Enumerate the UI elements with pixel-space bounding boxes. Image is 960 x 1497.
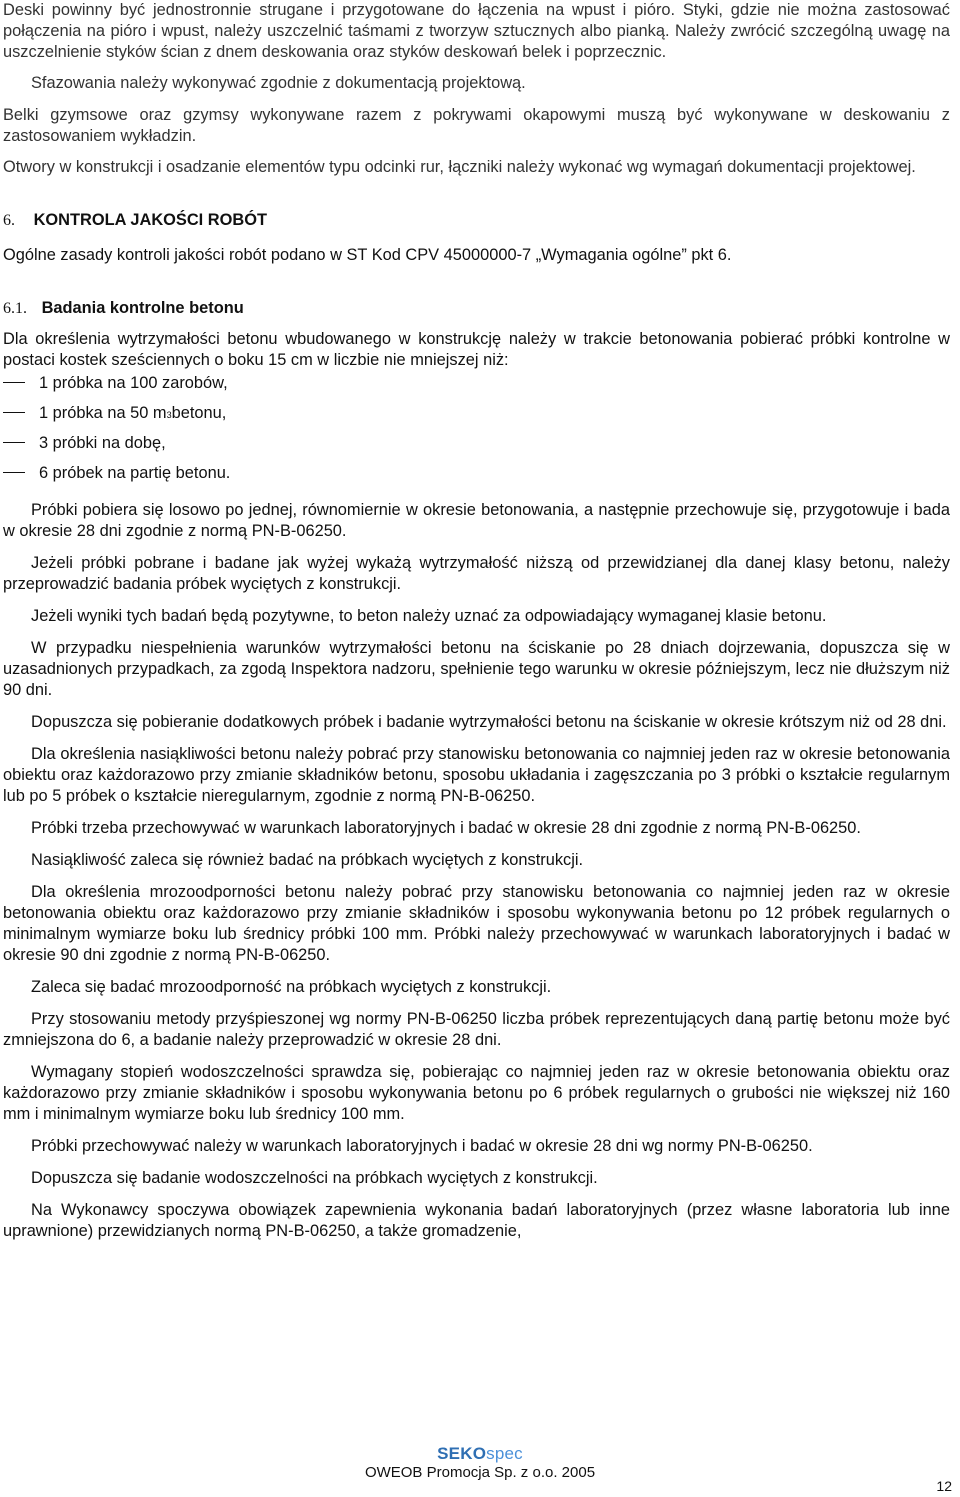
page-footer	[0, 1443, 960, 1482]
paragraph-chamfer: Sfazowania należy wykonywać zgodnie z dokumentacją projektową.	[31, 74, 526, 92]
paragraph: Jeżeli próbki pobrane i badane jak wyżej wykażą wytrzymałość niższą od przewidzianej dla danej klasy betonu, należy przeprowadzić badania próbek wyciętych z konstrukcji.	[3, 554, 950, 593]
paragraph: Dopuszcza się pobieranie dodatkowych próbek i badanie wytrzymałości betonu na ściskanie w okresie krótszym niż od 28 dni.	[31, 713, 947, 731]
paragraph-formwork: Deski powinny być jednostronnie strugane i przygotowane do łączenia na wpust i pióro. Styki, gdzie nie można zastosować połączenia na pióro i wpust, należy uszczelnić taśmami z tworzyw sztucznych albo pianką. Należy zwrócić szczególną uwagę na uszczelnienie styków ścian z dnem deskowania oraz styków deskowań belek i poprzecznic.	[3, 1, 950, 61]
subsection-title: Badania kontrolne betonu	[41, 299, 244, 317]
paragraph: Zaleca się badać mrozoodporność na próbkach wyciętych z konstrukcji.	[31, 978, 552, 996]
sekospec-logo: SEKOspec	[437, 1444, 523, 1463]
section-intro: Ogólne zasady kontroli jakości robót podano w ST Kod CPV 45000000-7 „Wymagania ogólne” pkt 6.	[3, 246, 732, 264]
paragraph: Jeżeli wyniki tych badań będą pozytywne, to beton należy uznać za odpowiadający wymaganej klasie betonu.	[31, 607, 827, 625]
dash-bullet	[3, 412, 25, 413]
sample-list	[3, 373, 950, 493]
paragraph: Wymagany stopień wodoszczelności sprawdza się, pobierając co najmniej jeden raz w okresie betonowania obiektu oraz każdorazowo przy zmianie składników i sposobu wykonywania betonu po 6 próbek regularnych o grubości nie większej niż 160 mm i minimalnym wymiarze boku lub średnicy 100 mm.	[3, 1063, 950, 1123]
list-item: 1 próbka na 50 m 3 betonu,	[3, 403, 950, 433]
paragraph: Dla określenia mrozoodporności betonu należy pobrać przy stanowisku betonowania co najmniej jeden raz w okresie betonowania obiektu oraz każdorazowo przy zmianie składników i sposobu wykonywania betonu po 12 próbek regularnych o minimalnym wymiarze boku lub średnicy próbki 100 mm. Próbki należy przechowywać w warunkach laboratoryjnych i badać w okresie 90 dni zgodnie z normą PN-B-06250.	[3, 883, 950, 964]
paragraph: Dopuszcza się badanie wodoszczelności na próbkach wyciętych z konstrukcji.	[31, 1169, 598, 1187]
dash-bullet	[3, 442, 25, 443]
subsection-number: 6.1.	[3, 300, 27, 317]
paragraph: Nasiąkliwość zaleca się również badać na próbkach wyciętych z konstrukcji.	[31, 851, 584, 869]
section-title: KONTROLA JAKOŚCI ROBÓT	[33, 211, 267, 229]
dash-bullet	[3, 382, 25, 383]
paragraph: Próbki przechowywać należy w warunkach laboratoryjnych i badać w okresie 28 dni wg normy PN-B-06250.	[31, 1137, 813, 1155]
document-page	[3, 0, 950, 1242]
page-number: 12	[936, 1478, 952, 1494]
section-heading-6	[3, 210, 950, 231]
paragraph-lead: Dla określenia wytrzymałości betonu wbudowanego w konstrukcję należy w trakcie betonowania pobierać próbki kontrolne w postaci kostek sześciennych o boku 15 cm w liczbie nie mniejszej niż:	[3, 330, 950, 369]
paragraph: W przypadku niespełnienia warunków wytrzymałości betonu na ściskanie po 28 dniach dojrzewania, dopuszcza się w uzasadnionych przypadkach, za zgodą Inspektora nadzoru, spełnienie tego warunku w okresie późniejszym, lecz nie dłuższym niż 90 dni.	[3, 639, 950, 699]
list-item: 1 próbka na 100 zarobów,	[3, 373, 950, 403]
section-heading-6-1	[3, 298, 950, 319]
list-item: 6 próbek na partię betonu.	[3, 463, 950, 493]
paragraph-cornice-beams: Belki gzymsowe oraz gzymsy wykonywane razem z pokrywami okapowymi muszą być wykonywane w deskowaniu z zastosowaniem wykładzin.	[3, 106, 950, 145]
list-item: 3 próbki na dobę,	[3, 433, 950, 463]
paragraph: Dla określenia nasiąkliwości betonu należy pobrać przy stanowisku betonowania co najmniej jeden raz w okresie betonowania obiektu oraz każdorazowo przy zmianie składników betonu, sposobu układania i zagęszczania po 3 próbki o kształcie regularnym lub po 5 próbek o kształcie nieregularnym, zgodnie z normą PN-B-06250.	[3, 745, 950, 805]
paragraph: Próbki pobiera się losowo po jednej, równomiernie w okresie betonowania, a następnie przechowuje się, przygotowuje i bada w okresie 28 dni zgodnie z normą PN-B-06250.	[3, 501, 950, 540]
paragraph-openings: Otwory w konstrukcji i osadzanie elementów typu odcinki rur, łączniki należy wykonać wg wymagań dokumentacji projektowej.	[3, 158, 916, 176]
paragraph: Próbki trzeba przechowywać w warunkach laboratoryjnych i badać w okresie 28 dni zgodnie z normą PN-B-06250.	[31, 819, 861, 837]
paragraph: Przy stosowaniu metody przyśpieszonej wg normy PN-B-06250 liczba próbek reprezentujących daną partię betonu może być zmniejszona do 6, a badanie należy przeprowadzić w okresie 28 dni.	[3, 1010, 950, 1049]
dash-bullet	[3, 472, 25, 473]
paragraph: Na Wykonawcy spoczywa obowiązek zapewnienia wykonania badań laboratoryjnych (przez własne laboratoria lub inne uprawnione) przewidzianych normą PN-B-06250, a także gromadzenie,	[3, 1201, 950, 1240]
section-number: 6.	[3, 212, 15, 229]
footer-company: OWEOB Promocja Sp. z o.o. 2005	[364, 1464, 596, 1481]
